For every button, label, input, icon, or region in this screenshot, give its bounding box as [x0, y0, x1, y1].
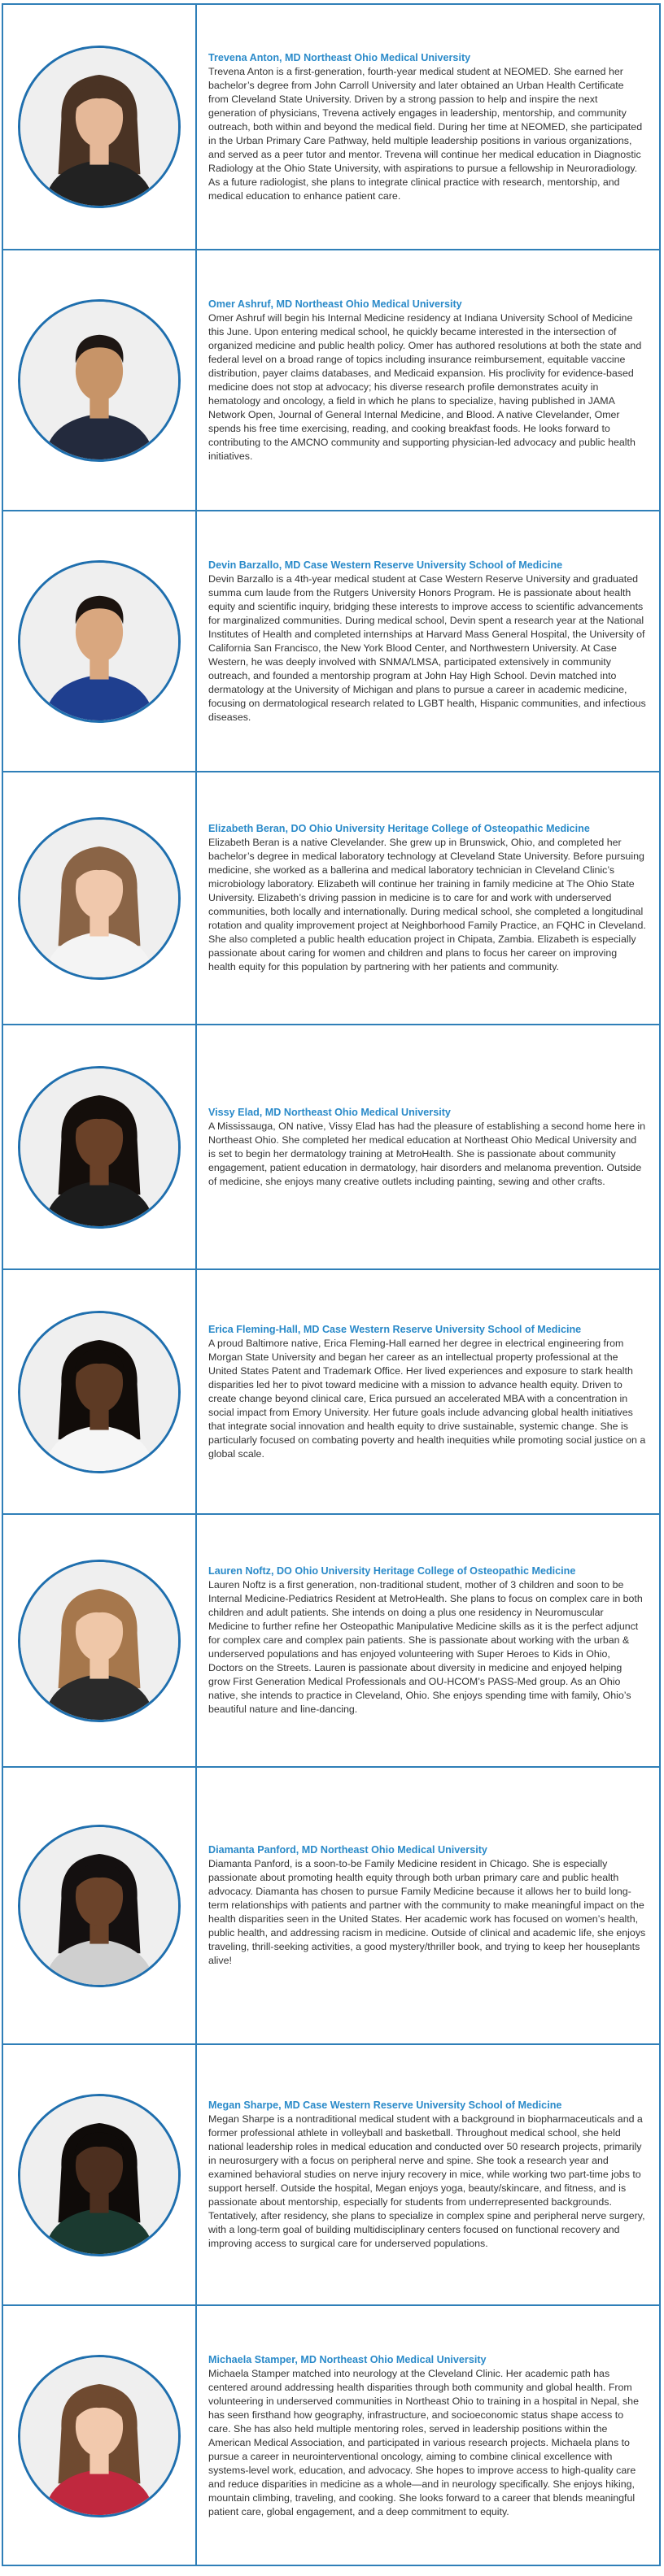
profile-card [3, 771, 659, 1024]
avatar [18, 2355, 181, 2517]
bio-column [197, 772, 659, 1024]
avatar [18, 1560, 181, 1722]
bio-column [197, 5, 659, 249]
photo-column [3, 5, 197, 249]
profile-name: Omer Ashruf, MD Northeast Ohio Medical University [208, 298, 462, 310]
bio-column [197, 2306, 659, 2566]
bio-column [197, 2045, 659, 2304]
profile-card [3, 2304, 659, 2566]
profile-card [3, 249, 659, 510]
profile-card [3, 3, 659, 249]
profile-card [3, 1766, 659, 2043]
profile-bio: Michaela Stamper matched into neurology at the Cleveland Clinic. Her academic path has centered around addressing health disparities through both community and global health. From volunteering in underserved communities in Northeast Ohio to training in a hospital in Nepal, she has seen firsthand how geography, infrastructure, and socioeconomic status shape access to care. She has also held multiple mentoring roles, served in leadership positions within the American Medical Association, and participated in various research projects. Michaela plans to pursue a career in neurointerventional oncology, aiming to combine clinical excellence with systems-level work, education, and advocacy. She hopes to improve access to high-quality care and reduce disparities in medicine as a whole—and in neurology specifically. She enjoys hiking, mountain climbing, traveling, and cooking. She looks forward to a career that blends meaningful patient care, global engagement, and a deep commitment to equity. [208, 2368, 639, 2517]
profile-bio: Trevena Anton is a first-generation, fourth-year medical student at NEOMED. She earned her bachelor’s degree from John Carroll University and later obtained an Urban Health Certificate from Cleveland State University. Driven by a strong passion to help and inspire the next generation of physicians, Trevena actively engages in leadership, mentorship, and community outreach, both within and beyond the medical field. During her time at NEOMED, she participated in the Urban Primary Care Pathway, held multiple leadership positions in various organizations, and served as a peer tutor and mentor. Trevena will continue her medical education in Diagnostic Radiology at the Ohio State University, with aspirations to pursue a fellowship in Neuroradiology. As a future radiologist, she plans to integrate clinical practice with research, mentorship, and medical education to enhance patient care. [208, 65, 643, 202]
profile-bio: A Mississauga, ON native, Vissy Elad has had the pleasure of establishing a second home here in Northeast Ohio. She completed her medical education at Northeast Ohio Medical University and is set to begin her dermatology training at MetroHealth. She is passionate about community engagement, patient education in dermatology, hair disorders and melanoma prevention. Outside of medicine, she enjoys many creative outlets including painting, sewing and other crafts. [208, 1120, 646, 1187]
avatar [18, 1825, 181, 1987]
avatar [18, 1311, 181, 1473]
avatar [18, 560, 181, 723]
portrait-illustration [20, 1068, 178, 1226]
avatar [18, 817, 181, 980]
portrait-illustration [20, 2096, 178, 2254]
portrait-illustration [20, 563, 178, 720]
profile-bio: Diamanta Panford, is a soon-to-be Family Medicine resident in Chicago. She is especially passionate about promoting health equity through both urban primary care and public health advocacy. Diamanta has chosen to pursue Family Medicine because it allows her to build long-term relationships with patients and partner with the community to make meaningful impact on the health disparities seen in the United States. Her academic work has focused on women’s health, public health, and addressing racism in medicine. Outside of clinical and academic life, she enjoys traveling, thrill-seeking activities, a good mystery/thriller book, and trying to keep her houseplants alive! [208, 1858, 646, 1966]
portrait-illustration [20, 1827, 178, 1985]
profile-card [3, 2043, 659, 2304]
photo-column [3, 1768, 197, 2043]
photo-column [3, 250, 197, 510]
avatar [18, 46, 181, 208]
photo-column [3, 511, 197, 771]
profile-bio: Elizabeth Beran is a native Clevelander. She grew up in Brunswick, Ohio, and completed her bachelor’s degree in medical laboratory technology at Cleveland State University. Before pursuing medicine, she worked as a ballerina and medical laboratory technician in Cleveland Clinic’s microbiology laboratory. Elizabeth will continue her training in family medicine at The Ohio State University. Elizabeth’s driving passion in medicine is to care for and work with underserved communities, both locally and internationally. During medical school, she completed a longitudinal rotation and quality improvement project at Neighborhood Family Practice, an FQHC in Cleveland. She also completed a public health education project in Chipata, Zambia. Elizabeth is especially passionate about caring for women and children and plans to focus her career on improving health equity for this population by partnering with her patients and community. [208, 837, 646, 973]
profile-name: Devin Barzallo, MD Case Western Reserve University School of Medicine [208, 559, 563, 571]
photo-column [3, 2306, 197, 2566]
profile-name: Megan Sharpe, MD Case Western Reserve University School of Medicine [208, 2100, 562, 2111]
profile-bio: Lauren Noftz is a first generation, non-traditional student, mother of 3 children and soon to be Internal Medicine-Pediatrics Resident at MetroHealth. She plans to focus on complex care in both children and adult patients. She intends on doing a plus one residency in Neuromuscular Medicine to further refine her Osteopathic Manipulative Medicine skills as it is the perfect adjunct for complex care and complex pain patients. She is passionate about working with the urban & underserved populations and has enjoyed volunteering with Super Heroes to Kids in Ohio, Doctors on the Streets. Lauren is passionate about diversity in medicine and enjoyed helping grow First Generation Medical Professionals and OU-HCOM’s PASS-Med group. As an Ohio native, she intends to practice in Cleveland, Ohio. She enjoys spending time with family, Ohio’s beautiful nature and line-dancing. [208, 1579, 643, 1715]
profile-name: Diamanta Panford, MD Northeast Ohio Medical University [208, 1844, 487, 1856]
photo-column [3, 772, 197, 1024]
profile-name: Vissy Elad, MD Northeast Ohio Medical University [208, 1106, 451, 1118]
profile-card [3, 510, 659, 771]
profile-bio: Megan Sharpe is a nontraditional medical student with a background in biopharmaceuticals and a former professional athlete in volleyball and basketball. Throughout medical school, she held national leadership roles in medical education and conducted over 50 research projects, primarily in neurosurgery with a focus on peripheral nerve and spine. She took a research year and examined behavioral studies on nerve injury recovery in mice, while working two part-time jobs to support herself. Outside the hospital, Megan enjoys yoga, beauty/skincare, and fitness, and is passionate about mentorship, especially for students from underrepresented backgrounds. Tentatively, after residency, she plans to specialize in complex spine and peripheral nerve surgery, with a long-term goal of building multidisciplinary centers focused on functional recovery and improving access to surgical care for underserved populations. [208, 2113, 645, 2249]
profile-name: Trevena Anton, MD Northeast Ohio Medical University [208, 51, 471, 63]
profile-bio: A proud Baltimore native, Erica Fleming-Hall earned her degree in electrical engineering from Morgan State University and began her career as an intellectual property professional at the United States Patent and Trademark Office. Her lived experiences and exposure to stark health disparities led her to pivot toward medicine with a mission to advance health equity. Driven to create change beyond clinical care, Erica pursued an accelerated MBA with a concentration in social impact from Emory University. Her future goals include advancing global health initiatives that integrate social innovation and health equity to drive sustainable, systemic change. She is particularly focused on combating poverty and health inequities while promoting social justice on a global scale. [208, 1337, 646, 1460]
portrait-illustration [20, 48, 178, 206]
profile-bio: Omer Ashruf will begin his Internal Medicine residency at Indiana University School of Medicine this June. Upon entering medical school, he quickly became interested in the intersection of organized medicine and public health policy. Omer has authored resolutions at both the state and federal level on a broad range of topics including insurance reimbursement, equitable vaccine distribution, payer claims databases, and Medicaid expansion. His proclivity for evidence-based medicine does not stop at advocacy; his diverse research profile demonstrates acuity in hematology and oncology, a field in which he plans to specialize, having published in JAMA Network Open, Journal of General Internal Medicine, and Blood. A native Clevelander, Omer spends his free time exercising, reading, and cooking breakfast foods. He looks forward to contributing to the AMCNO community and supporting physician-led advocacy and public health initiatives. [208, 311, 642, 462]
avatar [18, 2094, 181, 2256]
bio-column [197, 1768, 659, 2043]
portrait-illustration [20, 1562, 178, 1720]
photo-column [3, 1515, 197, 1766]
bio-column [197, 1270, 659, 1513]
portrait-illustration [20, 302, 178, 459]
profile-name: Elizabeth Beran, DO Ohio University Heritage College of Osteopathic Medicine [208, 823, 590, 834]
portrait-illustration [20, 1313, 178, 1471]
profile-card [3, 1268, 659, 1513]
profile-bio: Devin Barzallo is a 4th-year medical student at Case Western Reserve University and graduated summa cum laude from the Rutgers University Honors Program. He is passionate about health equity and scientific inquiry, bridging these interests to improve access to scientific advancements for marginalized communities. During medical school, Devin spent a research year at the National Institutes of Health and completed internships at Harvard Mass General Hospital, the University of California San Francisco, the New York Blood Center, and Northwestern University. At Case Western, he was deeply involved with SNMA/LMSA, participated extensively in community outreach, and founded a mentorship program at John Hay High School. Devin matched into dermatology at the University of Michigan and plans to pursue a career in academic medicine, focusing on dermatological research related to LGBT health, Hispanic communities, and infectious diseases. [208, 572, 646, 723]
profile-card [3, 1024, 659, 1268]
avatar [18, 299, 181, 462]
bio-column [197, 250, 659, 510]
photo-column [3, 1025, 197, 1268]
portrait-illustration [20, 2357, 178, 2515]
profile-card [3, 1513, 659, 1766]
bio-column [197, 1025, 659, 1268]
profile-name: Michaela Stamper, MD Northeast Ohio Medical University [208, 2354, 487, 2365]
bio-column [197, 1515, 659, 1766]
photo-column [3, 2045, 197, 2304]
member-directory [2, 3, 661, 2566]
avatar [18, 1066, 181, 1229]
bio-column [197, 511, 659, 771]
profile-name: Erica Fleming-Hall, MD Case Western Reserve University School of Medicine [208, 1323, 582, 1335]
profile-name: Lauren Noftz, DO Ohio University Heritage College of Osteopathic Medicine [208, 1565, 576, 1577]
portrait-illustration [20, 820, 178, 977]
photo-column [3, 1270, 197, 1513]
